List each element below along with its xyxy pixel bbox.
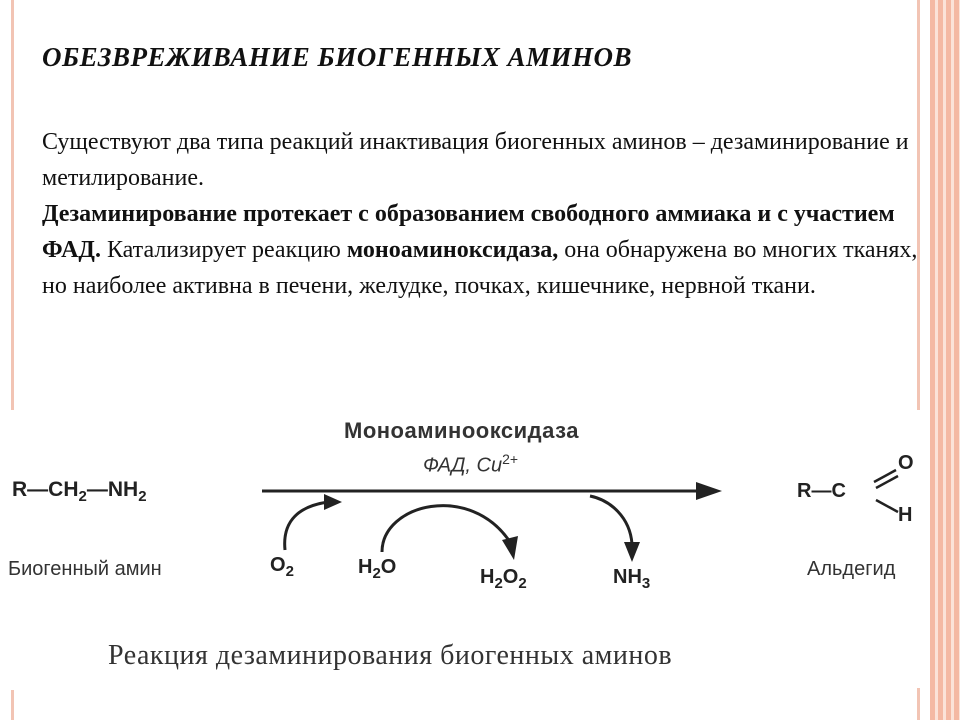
o2-text: O (270, 554, 286, 576)
aldehyde-single-bond (876, 500, 898, 512)
h2o2-sub-2: 2 (518, 575, 527, 592)
o2-arrow-head (324, 494, 342, 510)
h2o2-arrow-head (502, 536, 518, 560)
paragraph-deamination (42, 196, 932, 304)
o2-sub: 2 (285, 563, 294, 580)
decorative-stripes (930, 0, 960, 720)
slide-body (42, 124, 932, 304)
cofactor-label (423, 451, 518, 478)
main-arrow-head (696, 482, 722, 500)
paragraph-types: Существуют два типа реакций инактивация биогенных аминов – дезаминирование и метилирование. (42, 129, 909, 191)
enzyme-label: Моноаминооксидаза (344, 418, 580, 443)
substrate-part-2: —NH (86, 478, 139, 501)
h2o-curve-arrow (382, 506, 510, 552)
reaction-diagram (0, 412, 930, 688)
slide-title: ОБЕЗВРЕЖИВАНИЕ БИОГЕННЫХ АМИНОВ (42, 42, 632, 72)
nh3-formula (613, 566, 650, 592)
substrate-part-1: R—CH (12, 478, 79, 501)
h2o-text-b: O (380, 556, 397, 578)
h2o-text-a: H (358, 556, 373, 578)
aldehyde-r-group: R—C (797, 480, 846, 502)
diagram-caption: Реакция дезаминирования биогенных аминов (108, 640, 673, 671)
h2o2-sub-1: 2 (494, 575, 503, 592)
h2o-sub: 2 (372, 565, 381, 582)
deamination-text-2: она обнаружена во многих тканях, но наиболее активна в печени, желудке, почках, кишечнике, нервной ткани. (42, 237, 918, 299)
substrate-label: Биогенный амин (8, 558, 162, 580)
deamination-text-1: Катализирует реакцию (100, 237, 347, 263)
aldehyde-hydrogen: H (898, 504, 913, 526)
left-frame-line (11, 0, 14, 410)
o2-curve-arrow (285, 502, 328, 550)
cofactor-text: ФАД, Cu (423, 454, 503, 477)
left-frame-line-bottom (11, 690, 14, 720)
mao-bold-text: моноаминоксидаза, (346, 237, 559, 263)
right-frame-line-bottom (917, 688, 920, 720)
h2o-formula (358, 556, 396, 582)
h2o2-text-a: H (480, 566, 495, 588)
substrate-formula (12, 478, 147, 505)
h2o2-formula (480, 566, 527, 592)
cofactor-charge: 2+ (502, 451, 519, 467)
nh3-arrow-head (624, 542, 640, 562)
o2-formula (270, 554, 294, 580)
aldehyde-oxygen: O (898, 452, 914, 474)
nh3-text: NH (613, 566, 642, 588)
deamination-bold-text: Дезаминирование протекает с образованием свободного аммиака и с участием ФАД. (42, 201, 895, 263)
nh3-sub: 3 (641, 575, 651, 592)
substrate-sub-2: 2 (138, 488, 147, 506)
product-label: Альдегид (807, 558, 896, 580)
substrate-sub-1: 2 (78, 488, 87, 506)
h2o2-text-b: O (502, 566, 519, 588)
nh3-curve-arrow (590, 496, 632, 544)
